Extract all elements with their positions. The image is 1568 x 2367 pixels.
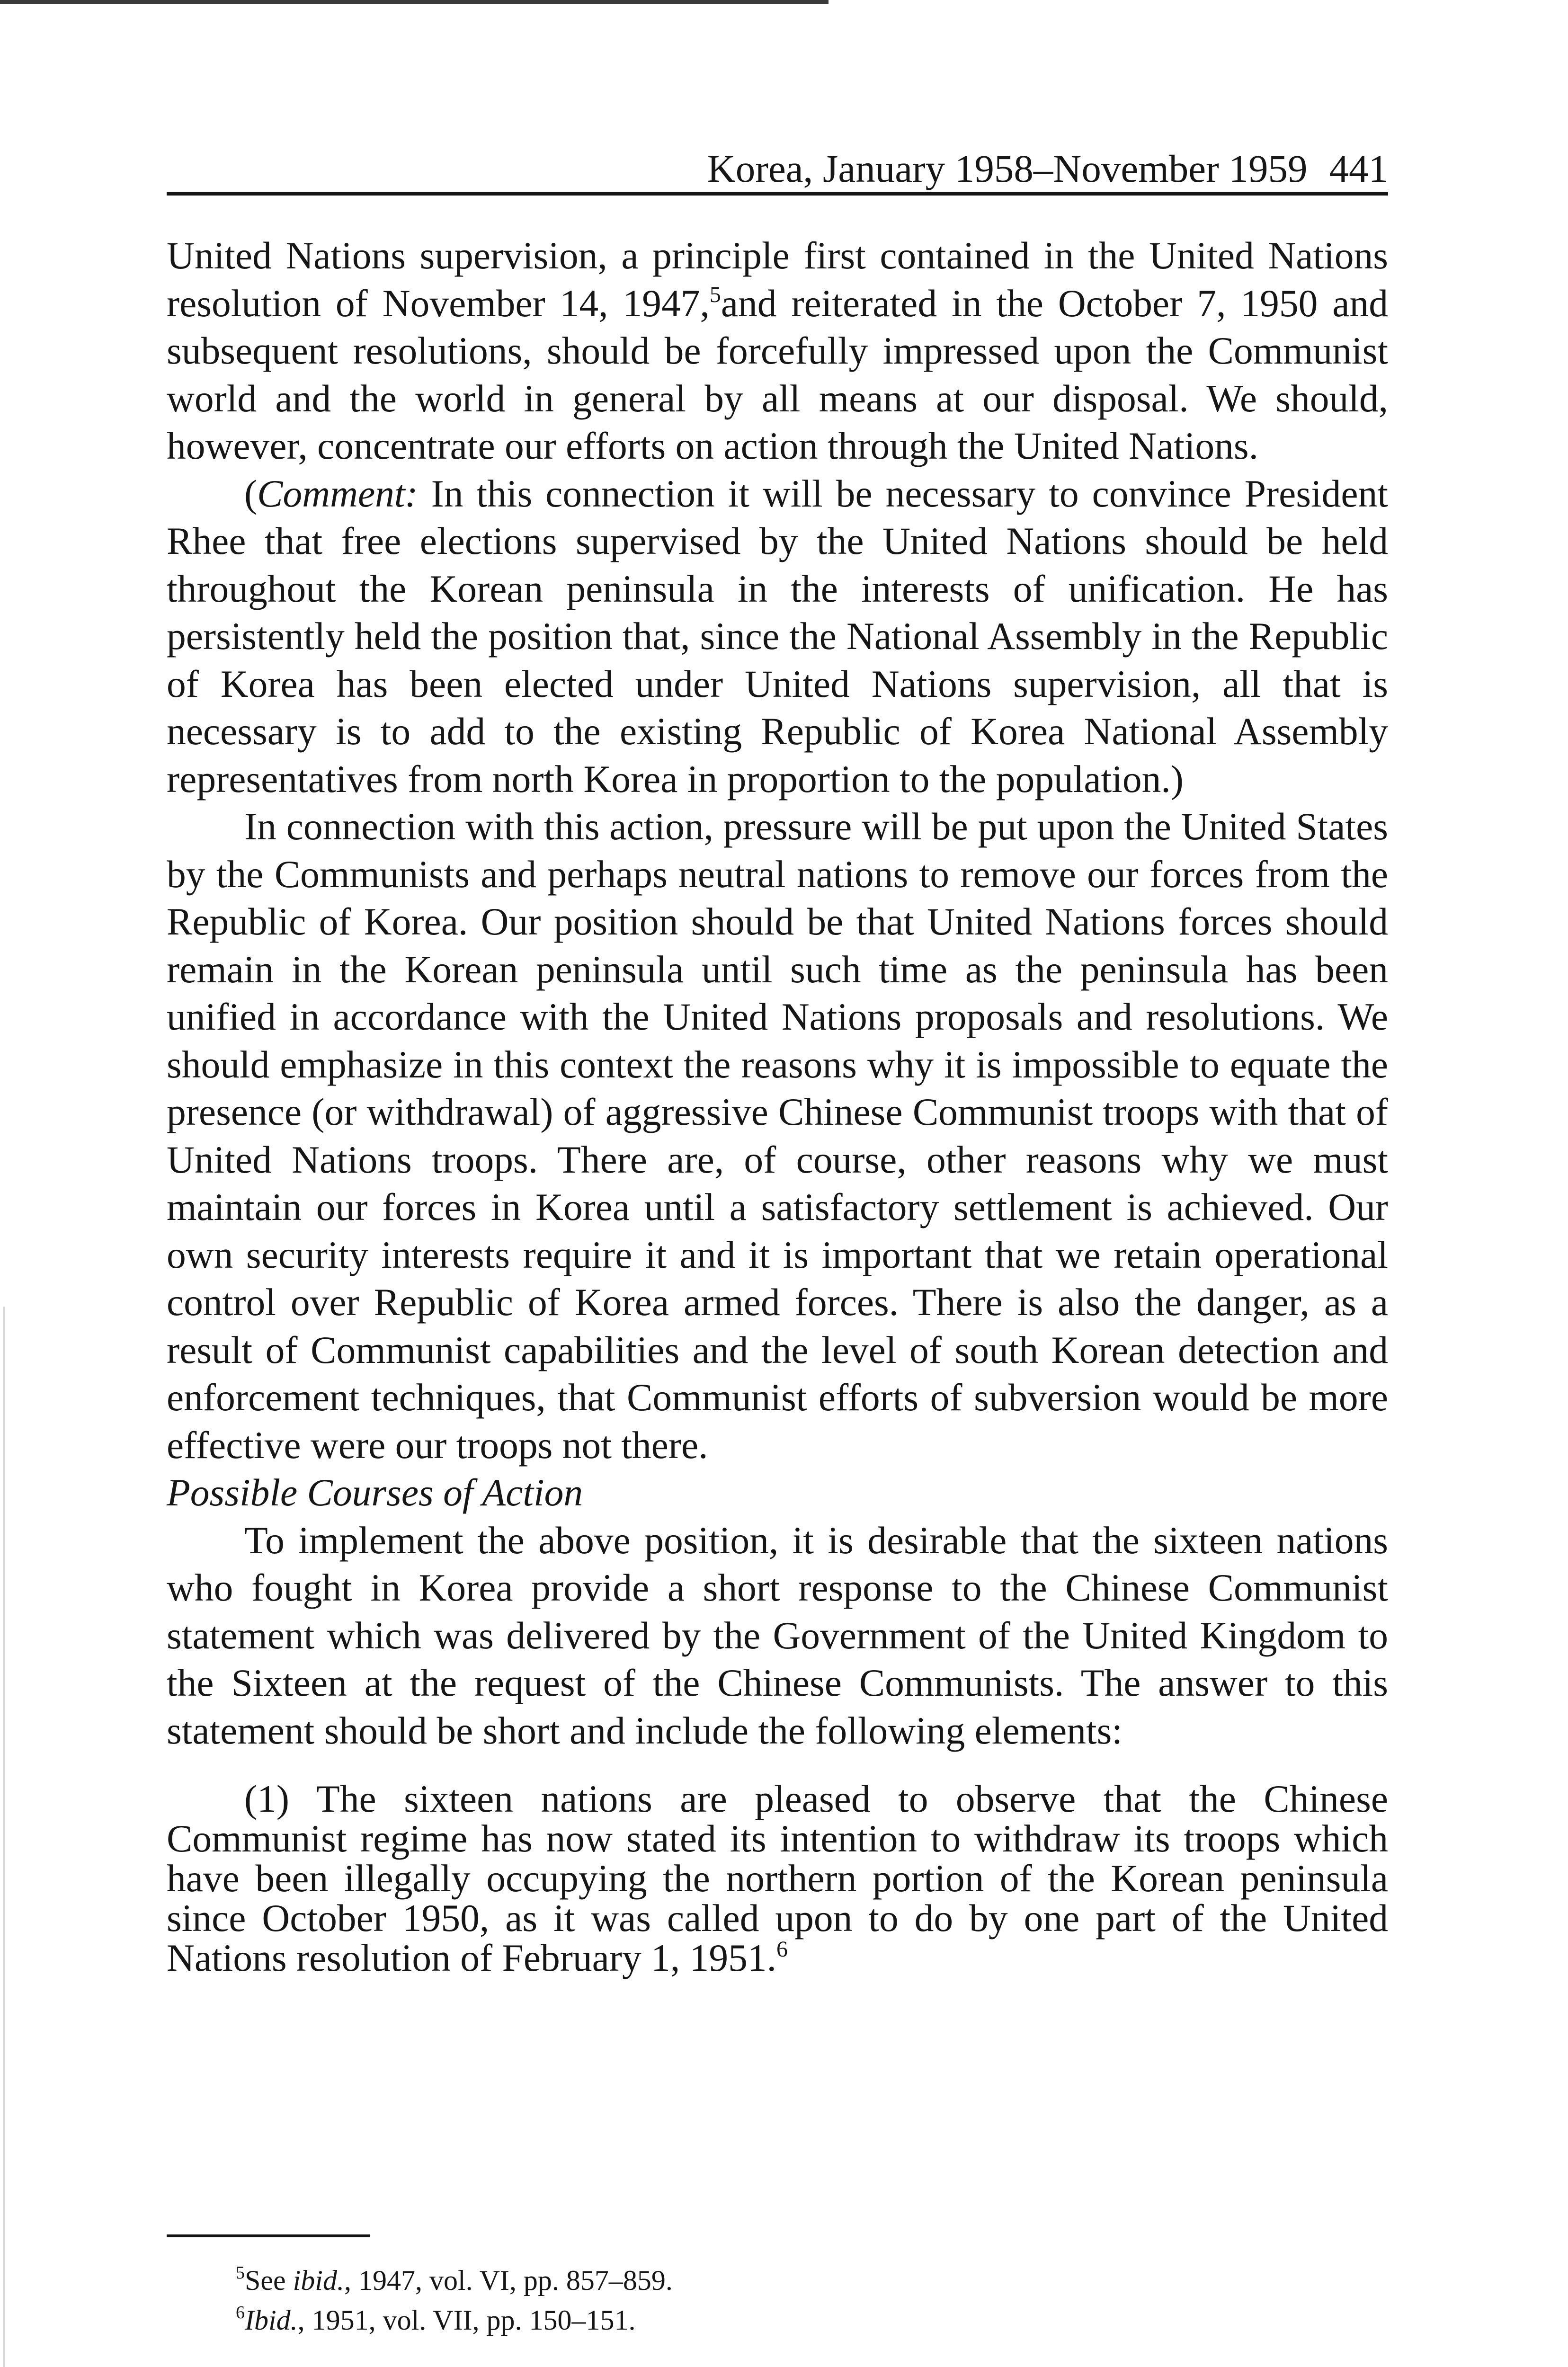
- footnote-5: [236, 2260, 673, 2300]
- paragraph-comment: [167, 470, 1388, 803]
- footnote-6: [236, 2300, 673, 2340]
- running-head-title: Korea, January 1958–November 1959: [707, 147, 1308, 190]
- footnote-6-mark: 6: [236, 2303, 245, 2323]
- footnote-rule: [167, 2234, 370, 2237]
- page-number: 441: [1329, 147, 1388, 190]
- main-text: [167, 232, 1388, 1978]
- item-1-text: (1) The sixteen nations are pleased to observe that the Chinese Communist regime has now stated its intention to withdraw its troops which have been illegally occupying the northern portion of the Korean peninsula since October 1950, as it was called upon to do by one part of the United Nations resolution of February 1, 1951.: [167, 1777, 1388, 1979]
- section-heading: Possible Courses of Action: [167, 1471, 583, 1514]
- footnote-ref-6: 6: [776, 1937, 788, 1962]
- footnotes: [236, 2260, 673, 2340]
- comment-text: In this connection it will be necessary to convince President Rhee that free elections supervised by the United Nations should be held throughout the Korean peninsula in the interests of unification. He has persistently held the position that, since the National Assembly in the Republic of Korea has been elected under United Nations supervision, all that is necessary is to add to the existing Republic of Korea National Assembly representatives from north Korea in proportion to the population.): [167, 472, 1389, 801]
- paragraph-1-text: United Nations supervision, a principle first contained in the United Nations resolution of November 14, 1947,: [167, 234, 1388, 325]
- footnote-6-text: , 1951, vol. VII, pp. 150–151.: [297, 2305, 636, 2336]
- footnote-5-prefix: See: [245, 2265, 293, 2296]
- paragraph-1: [167, 232, 1388, 470]
- paragraph-4: To implement the above position, it is desirable that the sixteen nations who fought in Korea provide a short response to the Chinese Communist statement which was delivered by the Government of the United Kingdom to the Sixteen at the request of the Chinese Communists. The answer to this statement should be short and include the following elements:: [167, 1518, 1388, 1752]
- comment-label: Comment:: [257, 472, 418, 515]
- footnote-ref-5: 5: [709, 282, 721, 307]
- scan-edge-left: [3, 1307, 5, 2367]
- scan-edge-top: [0, 0, 829, 4]
- footnote-5-ref: ibid.: [293, 2265, 344, 2296]
- page-header: [167, 142, 1388, 196]
- footnote-5-mark: 5: [236, 2263, 245, 2283]
- paragraph-item-1: [167, 1779, 1388, 1978]
- footnote-5-text: , 1947, vol. VI, pp. 857–859.: [344, 2265, 673, 2296]
- paragraph-3: In connection with this action, pressure will be put upon the United States by the Communists and perhaps neutral nations to remove our forces from the Republic of Korea. Our position should be that United Nations forces should remain in the Korean peninsula until such time as the peninsula has been unified in accordance with the United Nations proposals and resolutions. We should emphasize in this context the reasons why it is impossible to equate the presence (or withdrawal) of aggressive Chinese Communist troops with that of United Nations troops. There are, of course, other reasons why we must maintain our forces in Korea until a satisfactory settlement is achieved. Our own security interests require it and it is important that we retain operational control over Republic of Korea armed forces. There is also the danger, as a result of Communist capabilities and the level of south Korean detection and enforcement techniques, that Communist efforts of subversion would be more effective were our troops not there.: [167, 805, 1388, 1467]
- comment-open-paren: (: [244, 472, 258, 515]
- footnote-6-ref: Ibid.: [245, 2305, 298, 2336]
- running-head: [707, 145, 1388, 192]
- paragraph-1-rest: and reiterated in the October 7, 1950 and subsequent resolutions, should be forcefully impressed upon the Communist world and the world in general by all means at our disposal. We should, however, concentrate our efforts on action through the United Nations.: [167, 281, 1388, 467]
